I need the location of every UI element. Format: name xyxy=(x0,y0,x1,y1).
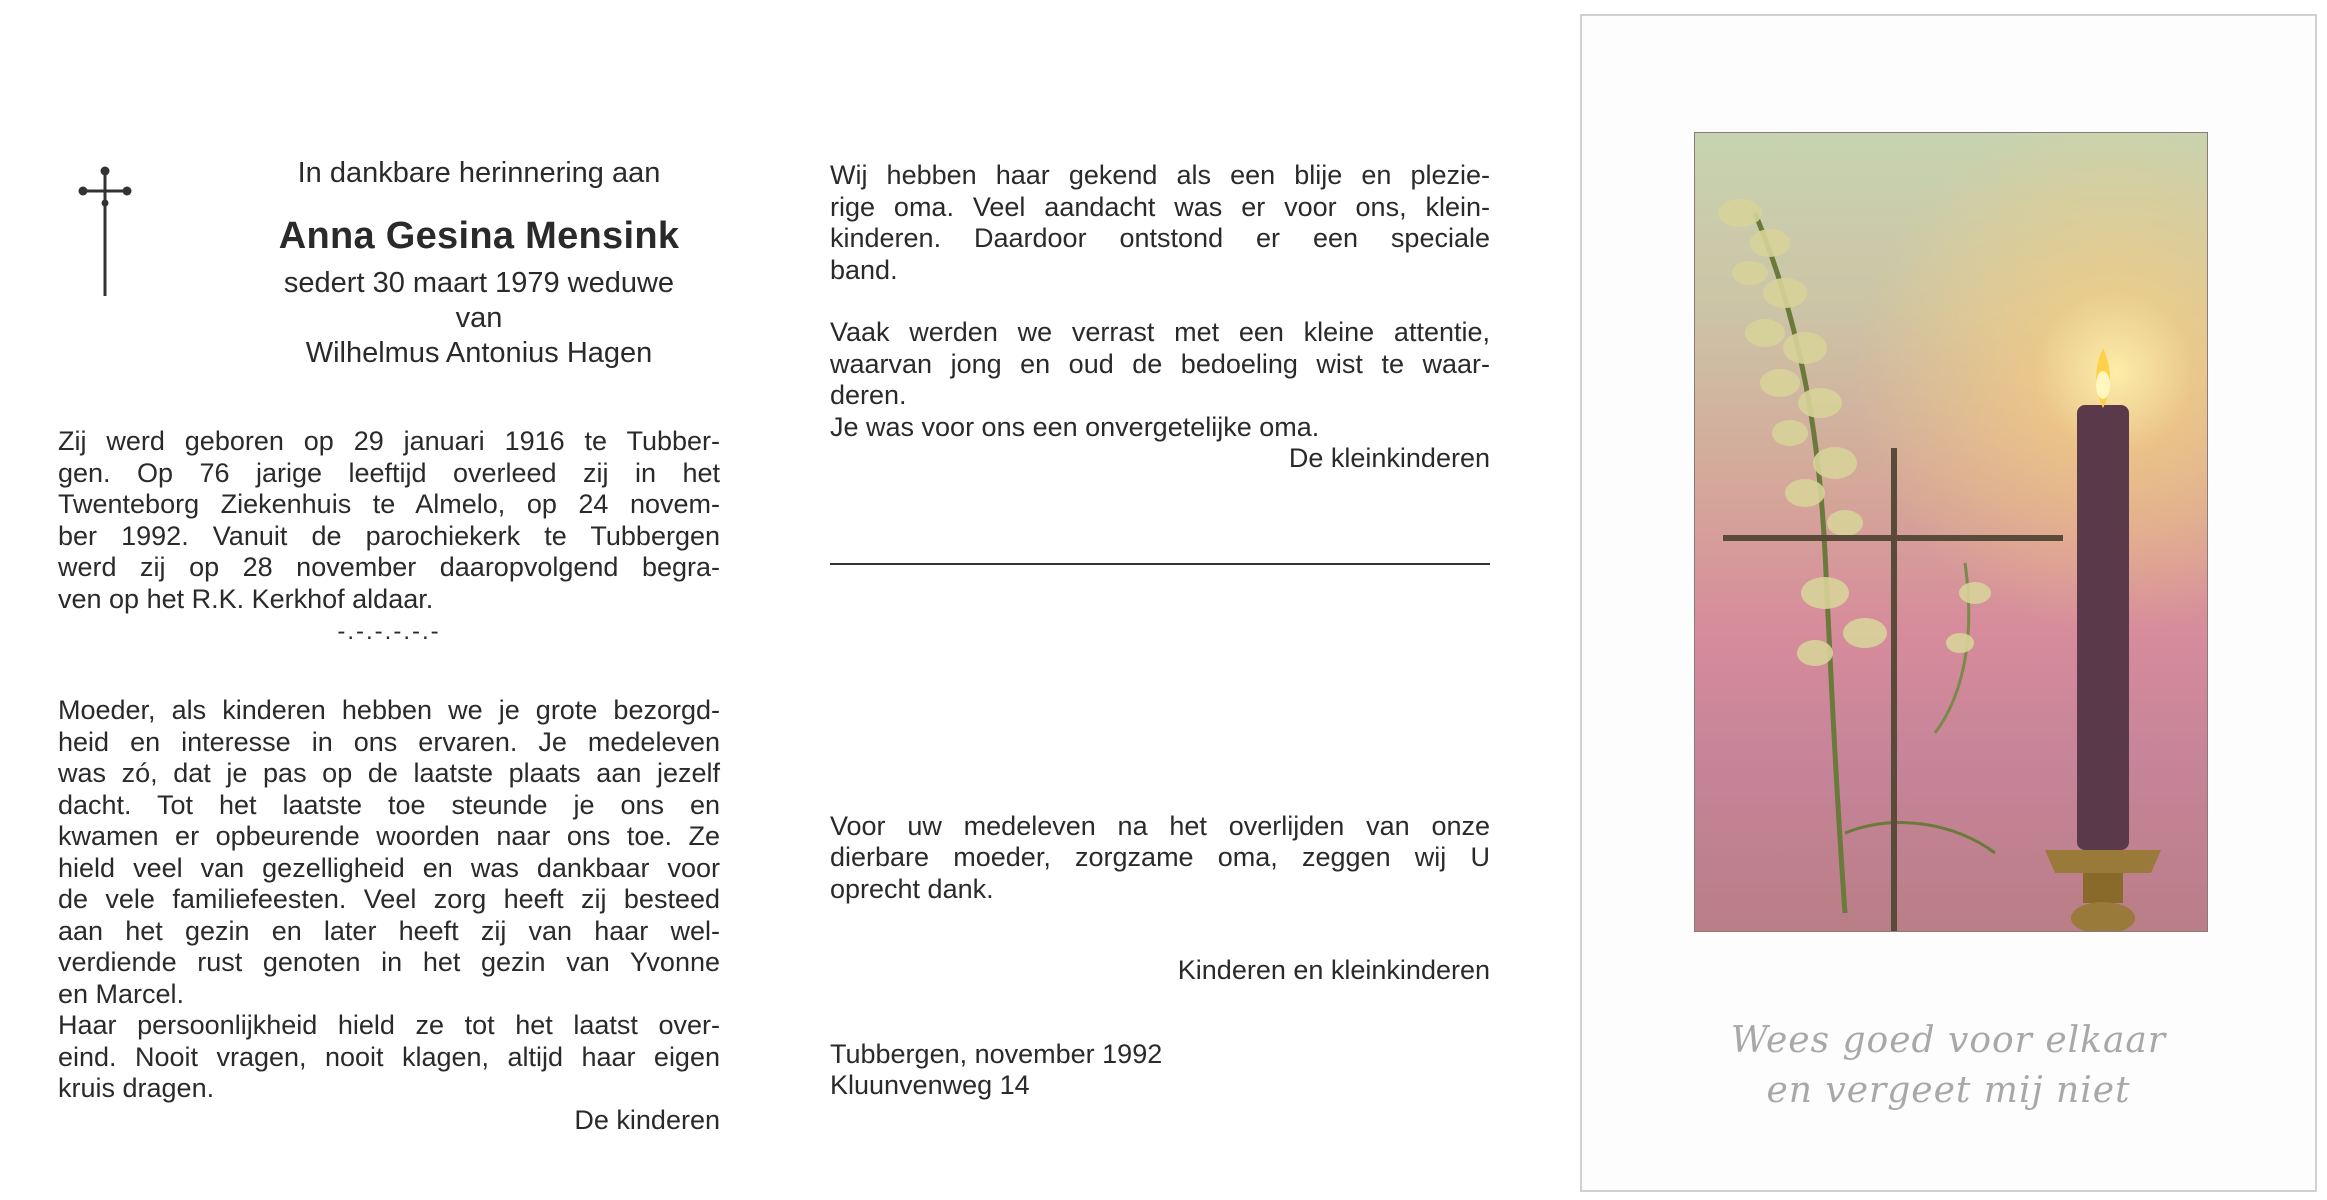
grandchildren-line: deren. xyxy=(830,380,907,410)
children-line: kwamen er opbeurende woorden naar ons toe. Ze xyxy=(58,821,720,851)
biography-line: ven op het R.K. Kerkhof aldaar. xyxy=(58,583,434,614)
deceased-name: Anna Gesina Mensink xyxy=(278,215,680,257)
widow-line: sedert 30 maart 1979 weduwe xyxy=(283,267,675,299)
biography-paragraph xyxy=(58,426,720,615)
children-line: Moeder, als kinderen hebben we je grote bezorgd- xyxy=(58,695,720,725)
photo-illustration xyxy=(1695,133,2207,931)
grandchildren-line: rige oma. Veel aandacht was er voor ons, klein- xyxy=(830,191,1490,222)
husband-name: Wilhelmus Antonius Hagen xyxy=(305,337,653,369)
grandchildren-paragraph-2 xyxy=(830,317,1490,475)
motto-line-2: en vergeet mij niet xyxy=(1766,1070,2131,1111)
grandchildren-line: kinderen. Daardoor ontstond er een speciale xyxy=(830,223,1490,253)
motto xyxy=(1582,1016,2315,1116)
intro-text: In dankbare herinnering aan xyxy=(297,157,661,189)
thanks-line: dierbare moeder, zorgzame oma, zeggen wij U xyxy=(830,842,1490,872)
children-line: verdiende rust genoten in het gezin van Yvonne xyxy=(58,947,720,977)
children-line: en Marcel. xyxy=(58,978,185,1009)
children-line: hield veel van gezelligheid en was dankbaar voor xyxy=(58,852,720,883)
motto-line-1: Wees goed voor elkaar xyxy=(1730,1020,2167,1061)
biography-line: Twenteborg Ziekenhuis te Almelo, op 24 novem- xyxy=(58,489,720,519)
children-line: Haar persoonlijkheid hield ze tot het laatst over- xyxy=(58,1010,720,1040)
grandchildren-line: waarvan jong en oud de bedoeling wist te waar- xyxy=(830,348,1490,379)
grandchildren-line: Wij hebben haar gekend als een blije en plezie- xyxy=(830,160,1490,190)
biography-line: werd zij op 28 november daaropvolgend begra- xyxy=(58,552,720,582)
biography-line: gen. Op 76 jarige leeftijd overleed zij in het xyxy=(58,457,720,488)
children-line: aan het gezin en later heeft zij van haar wel- xyxy=(58,915,720,946)
place-date: Tubbergen, november 1992 xyxy=(830,1038,1163,1069)
place-block xyxy=(830,1039,1490,1102)
children-line: kruis dragen. xyxy=(58,1073,215,1103)
memorial-card xyxy=(1580,14,2317,1192)
grandchildren-line: Je was voor ons een onvergetelijke oma. xyxy=(830,411,1320,442)
children-line: was zó, dat je pas op de laatste plaats aan jezelf xyxy=(58,758,720,788)
children-signature: De kinderen xyxy=(574,1104,720,1135)
thanks-signature: Kinderen en kleinkinderen xyxy=(1177,955,1490,985)
thanks-paragraph xyxy=(830,811,1490,906)
children-line: heid en interesse in ons ervaren. Je medeleven xyxy=(58,726,720,757)
grandchildren-paragraph-1 xyxy=(830,160,1490,286)
van-line: van xyxy=(455,302,503,334)
left-column xyxy=(58,156,720,1136)
biography-line: Zij werd geboren op 29 januari 1916 te Tubber- xyxy=(58,426,720,456)
grandchildren-signature: De kleinkinderen xyxy=(1288,443,1490,473)
divider-line xyxy=(830,563,1490,565)
children-paragraph xyxy=(58,695,720,1136)
children-line: eind. Nooit vragen, nooit klagen, altijd haar eigen xyxy=(58,1041,720,1072)
grandchildren-line: Vaak werden we verrast met een kleine attentie, xyxy=(830,317,1490,347)
middle-column xyxy=(830,160,1490,1102)
children-line: de vele familiefeesten. Veel zorg heeft zij besteed xyxy=(58,884,720,914)
address: Kluunvenweg 14 xyxy=(830,1070,1030,1100)
biography-line: ber 1992. Vanuit de parochiekerk te Tubbergen xyxy=(58,520,720,551)
candle-cross-photo xyxy=(1694,132,2208,932)
separator: -.-.-.-.-.- xyxy=(337,618,441,645)
grandchildren-line: band. xyxy=(830,254,898,285)
header-block xyxy=(58,156,720,371)
thanks-line: Voor uw medeleven na het overlijden van onze xyxy=(830,810,1490,841)
children-line: dacht. Tot het laatste toe steunde je ons en xyxy=(58,789,720,820)
thanks-line: oprecht dank. xyxy=(830,873,994,904)
